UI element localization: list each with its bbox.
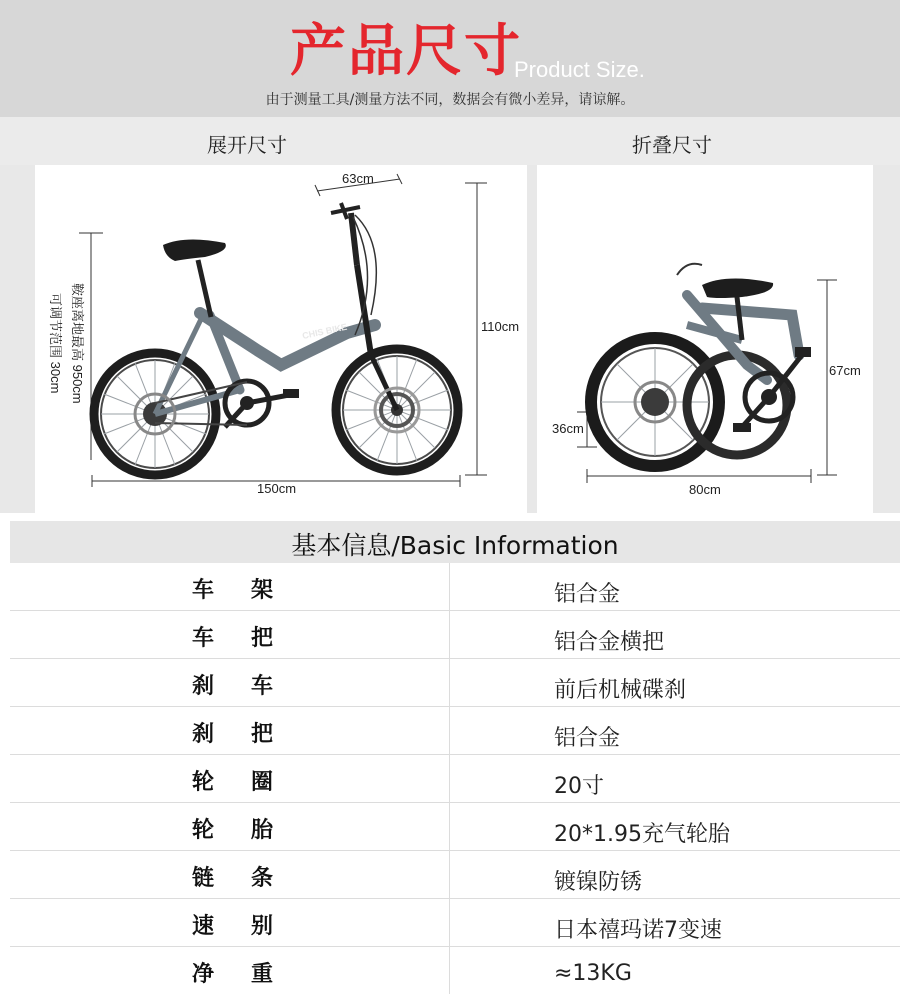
left-margin-strip: [0, 165, 35, 513]
unfolded-bike-panel: [35, 165, 527, 513]
dim-unfolded-length: 150cm: [257, 481, 297, 496]
bike-frame: [135, 203, 419, 434]
dim-folded-depth: 36cm: [552, 421, 584, 436]
dim-unfolded-height: 110cm: [481, 319, 520, 334]
spec-key: 速别: [192, 914, 311, 939]
dim-seat-height: 鞍座离地最高 950cm: [70, 283, 85, 404]
table-row: [10, 611, 900, 659]
spec-value: 铝合金横把: [554, 630, 665, 655]
folded-wheels: [591, 338, 787, 466]
spec-table: [10, 563, 900, 994]
dim-handlebar-width: 63cm: [342, 171, 374, 186]
table-row: [10, 659, 900, 707]
spec-value: ≈13KG: [554, 961, 632, 986]
spec-value: 日本禧玛诺7变速: [554, 918, 722, 943]
measurement-note: 由于测量工具/测量方法不同，数据会有微小差异，请谅解。: [265, 92, 635, 108]
table-row: [10, 947, 900, 994]
table-row: [10, 707, 900, 755]
spec-key: 刹把: [192, 722, 311, 747]
frame-brand-text: CHIS BIKE: [301, 321, 348, 341]
spec-key: 轮胎: [192, 818, 311, 843]
header-banner: [0, 0, 900, 117]
right-margin-strip: [873, 165, 900, 513]
folded-bike-panel: [537, 165, 873, 513]
middle-strip: [527, 165, 537, 513]
spec-key: 净重: [192, 962, 311, 987]
spec-key: 轮圈: [192, 770, 311, 795]
table-row: [10, 851, 900, 899]
spec-value: 铝合金: [554, 582, 621, 607]
folded-bike-image: [537, 165, 873, 513]
spec-key: 刹车: [192, 674, 311, 699]
dim-folded-length: 80cm: [689, 482, 721, 497]
folded-label: 折叠尺寸: [632, 133, 712, 157]
page-subtitle: Product Size.: [514, 57, 645, 82]
basic-info-title: 基本信息/Basic Information: [291, 531, 619, 560]
spec-value: 20*1.95充气轮胎: [554, 822, 730, 847]
spec-key: 车把: [192, 626, 311, 651]
dim-seat-adjust: 可调节范围 30cm: [48, 293, 63, 394]
table-row: [10, 803, 900, 851]
unfolded-label: 展开尺寸: [207, 133, 287, 157]
spec-value: 铝合金: [554, 726, 621, 751]
dimension-section-bar: [0, 117, 900, 165]
spec-value: 镀镍防锈: [554, 870, 643, 895]
spec-value: 20寸: [554, 774, 604, 799]
unfolded-bike-image: [35, 165, 527, 513]
dim-folded-height: 67cm: [829, 363, 861, 378]
spec-value: 前后机械碟刹: [554, 678, 687, 703]
basic-info-title-bar: [10, 521, 900, 563]
table-row: [10, 899, 900, 947]
table-row: [10, 563, 900, 611]
table-row: [10, 755, 900, 803]
page-title: 产品尺寸: [290, 19, 522, 84]
spec-key: 车架: [192, 578, 311, 603]
spec-key: 链条: [192, 866, 311, 891]
